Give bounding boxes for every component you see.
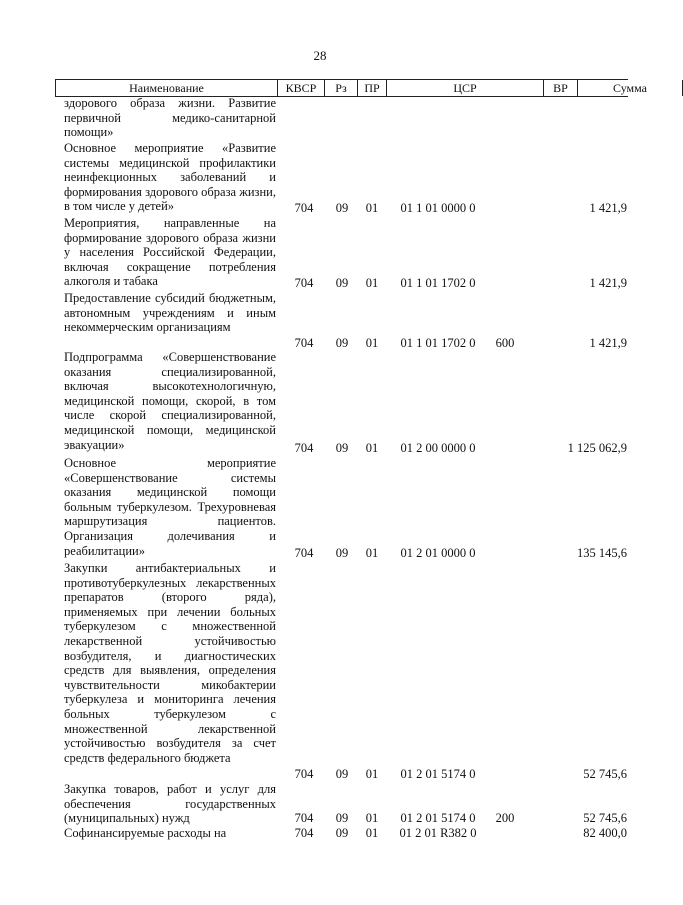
header-pr: ПР xyxy=(358,80,387,96)
row-csr: 01 2 01 R382 0 xyxy=(399,826,477,840)
row-vr: 600 xyxy=(495,336,515,350)
row-name: Мероприятия, направленные на формирование здорового образа жизни у населения Российской Федерации, включая сокращение потребления алкоголя и табака xyxy=(64,216,276,289)
row-kvsr: 704 xyxy=(294,811,314,825)
row-pr: 01 xyxy=(365,826,379,840)
row-sum: 135 145,6 xyxy=(577,546,627,560)
row-kvsr: 704 xyxy=(294,276,314,290)
header-rz: Рз xyxy=(325,80,358,96)
row-pr: 01 xyxy=(365,546,379,560)
row-rz: 09 xyxy=(335,336,349,350)
row-name: Закупки антибактериальных и противотуберкулезных лекарственных препаратов (второго ряда), применяемых при лечении больных туберкулезом с множественной лекарственной устойчивостью возбудителя, и диагностических средств для выявления, определения чувствительности микобактерии туберкулеза и мониторинга лечения больных туберкулезом с множественной лекарственной устойчивостью возбудителя за счет средств федерального бюджета xyxy=(64,561,276,765)
row-name: Основное мероприятие «Совершенствование системы оказания медицинской помощи больным туберкулезом. Трехуровневая маршрутизация пациентов. Организация долечивания и реабилитации» xyxy=(64,456,276,558)
row-rz: 09 xyxy=(335,767,349,781)
row-rz: 09 xyxy=(335,546,349,560)
row-sum: 82 400,0 xyxy=(583,826,627,840)
row-kvsr: 704 xyxy=(294,826,314,840)
row-kvsr: 704 xyxy=(294,441,314,455)
row-kvsr: 704 xyxy=(294,336,314,350)
header-sum: Сумма xyxy=(578,80,683,96)
row-pr: 01 xyxy=(365,767,379,781)
row-pr: 01 xyxy=(365,441,379,455)
table-header xyxy=(55,79,647,97)
row-sum: 1 125 062,9 xyxy=(567,441,627,455)
row-csr: 01 2 01 5174 0 xyxy=(400,811,476,825)
row-kvsr: 704 xyxy=(294,201,314,215)
row-name: Подпрограмма «Совершенствование оказания специализированной, включая высокотехнологичную, медицинской помощи, скорой, в том числе скорой специализированной, медицинской помощи, медицинской эвакуации» xyxy=(64,350,276,452)
row-pr: 01 xyxy=(365,201,379,215)
header-kvsr: КВСР xyxy=(278,80,325,96)
row-sum: 52 745,6 xyxy=(583,767,627,781)
row-name: Софинансируемые расходы на xyxy=(64,826,227,840)
row-csr: 01 2 01 5174 0 xyxy=(400,767,476,781)
header-csr: ЦСР xyxy=(387,80,544,96)
row-pr: 01 xyxy=(365,811,379,825)
row-csr: 01 2 01 0000 0 xyxy=(400,546,476,560)
row-sum: 1 421,9 xyxy=(589,276,627,290)
row-rz: 09 xyxy=(335,276,349,290)
row-name: Предоставление субсидий бюджетным, автономным учреждениям и иным некоммерческим организациям xyxy=(64,291,276,335)
row-sum: 52 745,6 xyxy=(583,811,627,825)
row-sum: 1 421,9 xyxy=(589,336,627,350)
row-vr: 200 xyxy=(495,811,515,825)
row-csr: 01 1 01 0000 0 xyxy=(400,201,476,215)
row-rz: 09 xyxy=(335,201,349,215)
row-pr: 01 xyxy=(365,336,379,350)
row-kvsr: 704 xyxy=(294,546,314,560)
row-csr: 01 1 01 1702 0 xyxy=(400,276,476,290)
row-sum: 1 421,9 xyxy=(589,201,627,215)
header-vr: ВР xyxy=(544,80,578,96)
page-number: 28 xyxy=(313,48,327,63)
row-rz: 09 xyxy=(335,811,349,825)
row-name: Основное мероприятие «Развитие системы медицинской профилактики неинфекционных заболеваний и формирования здорового образа жизни, в том числе у детей» xyxy=(64,141,276,214)
row-csr: 01 2 00 0000 0 xyxy=(400,441,476,455)
row-rz: 09 xyxy=(335,826,349,840)
row-name: Закупка товаров, работ и услуг для обеспечения государственных (муниципальных) нужд xyxy=(64,782,276,826)
row-kvsr: 704 xyxy=(294,767,314,781)
row-rz: 09 xyxy=(335,441,349,455)
header-name: Наименование xyxy=(56,80,278,96)
row-csr: 01 1 01 1702 0 xyxy=(400,336,476,350)
row-name: здорового образа жизни. Развитие первичной медико-санитарной помощи» xyxy=(64,96,276,140)
row-pr: 01 xyxy=(365,276,379,290)
